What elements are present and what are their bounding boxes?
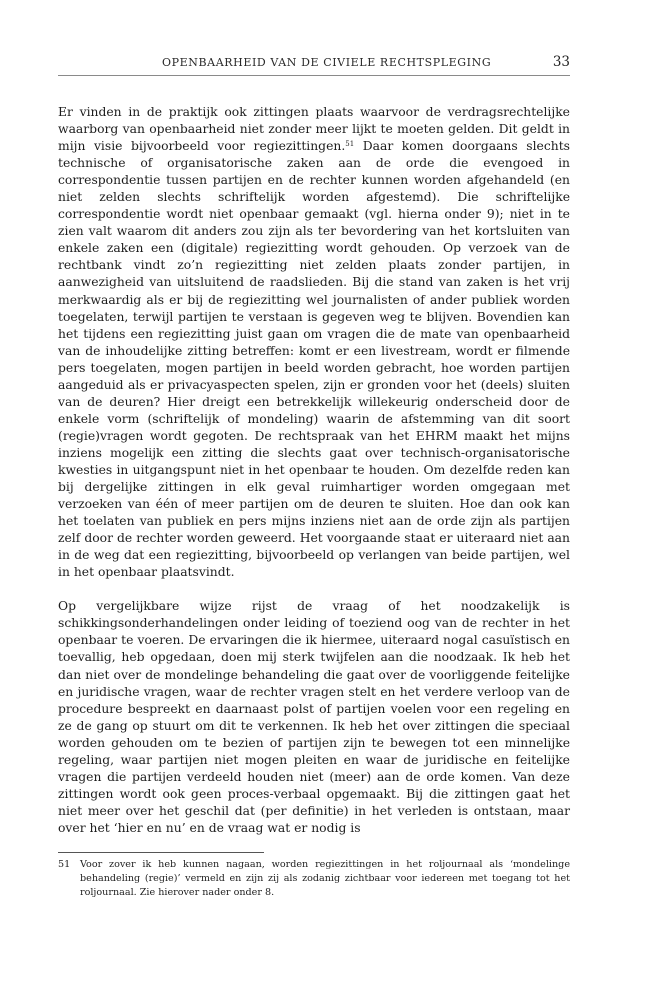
footnote-separator bbox=[58, 852, 264, 853]
paragraph-schikkingsonderhandelingen: Op vergelijkbare wijze rijst de vraag of het noodzakelijk is schikkingsonderhandelingen onder leiding of toeziend oog van de rechter in het openbaar te voeren. De ervaringen die ik hiermee, uiteraard nogal casuïstisch en toevallig, heb opgedaan, doen mij sterk twijfelen aan die noodzaak. Ik heb het dan niet over de mondelinge behandeling die gaat over de voorliggende feitelijke en juridische vragen, waar de rechter vragen stelt en het verdere verloop van de procedure bespreekt en daarnaast polst of partijen voelen voor een regeling en ze de gang op stuurt om dit te verkennen. Ik heb het over zittingen die speciaal worden gehouden om te bezien of partijen zijn te bewegen tot een minnelijke regeling, waar partijen niet mogen pleiten en waar de juridische en feitelijke vragen die partijen verdeeld houden niet (meer) aan de orde komen. Van deze zittingen wordt ook geen proces-verbaal opgemaakt. Bij die zittingen gaat het niet meer over het geschil dat (per definitie) in het verleden is ontstaan, maar over het ‘hier en nu’ en de vraag wat er nodig is bbox=[58, 599, 570, 835]
footnote bbox=[58, 858, 570, 901]
page-number: 33 bbox=[552, 54, 570, 70]
paragraph-regiezittingen bbox=[58, 104, 570, 581]
running-header bbox=[58, 54, 570, 74]
footnote-number: 51 bbox=[58, 859, 71, 870]
paragraph-text: Er vinden in de praktijk ook zittingen plaats waarvoor de verdragsrechtelijke waarborg van openbaarheid niet zonder meer lijkt te moeten gelden. Dit geldt in mijn visie bijvoorbeeld voor regiezittingen. bbox=[58, 105, 570, 154]
main-text bbox=[58, 104, 570, 837]
footnote-text: Voor zover ik heb kunnen nagaan, worden regiezittingen in het roljournaal als ‘mondelinge behandeling (regie)’ vermeld en zijn zij als zodanig zichtbaar voor iedereen met toegang tot het roljournaal. Zie hierover nader onder 8. bbox=[80, 859, 570, 899]
running-title: OPENBAARHEID VAN DE CIVIELE RECHTSPLEGING bbox=[162, 56, 492, 69]
header-rule bbox=[58, 75, 570, 76]
paragraph-text: Daar komen doorgaans slechts technische of organisatorische zaken aan de orde die evengoed in correspondentie tussen partijen en de rechter kunnen worden afgehandeld (en niet zelden slechts schriftelijk worden afgestemd). Die schriftelijke correspondentie wordt niet openbaar gemaakt (vgl. hierna onder 9); niet in te zien valt waarom dit anders zou zijn als ter bevordering van het kortsluiten van enkele zaken een (digitale) regiezitting wordt gehouden. Op verzoek van de rechtbank vindt zo’n regiezitting niet zelden plaats zonder partijen, in aanwezigheid van uitsluitend de raadslieden. Bij die stand van zaken is het vrij merkwaardig als er bij de regiezitting wel journalisten of ander publiek worden toegelaten, terwijl partijen te verstaan is gegeven weg te blijven. Bovendien kan het tijdens een regiezitting juist gaan om vragen die de mate van openbaarheid van de inhoudelijke zitting betreffen: komt er een livestream, wordt er filmende pers toegelaten, mogen partijen in beeld worden gebracht, hoe worden partijen aangeduid als er privacyaspecten spelen, zijn er gronden voor het (deels) sluiten van de deuren? Hier dreigt een betrekkelijk willekeurig onderscheid door de enkele vorm (schriftelijk of mondeling) waarin de afstemming van dit soort (regie)vragen wordt gegoten. De rechtspraak van het EHRM maakt het mijns inziens mogelijk een zitting die slechts gaat over technisch-organisatorische kwesties in uitgangspunt niet in het openbaar te houden. Om dezelfde reden kan bij dergelijke zittingen in elk geval ruimhartiger worden omgegaan met verzoeken van één of meer partijen om de deuren te sluiten. Hoe dan ook kan het toelaten van publiek en pers mijns inziens niet aan de orde zijn als partijen zelf door de rechter worden geweerd. Het voorgaande staat er uiteraard niet aan in de weg dat een regiezitting, bijvoorbeeld op verlangen van beide partijen, wel in het openbaar plaatsvindt. bbox=[58, 139, 570, 580]
footnote-reference: 51 bbox=[345, 140, 355, 149]
